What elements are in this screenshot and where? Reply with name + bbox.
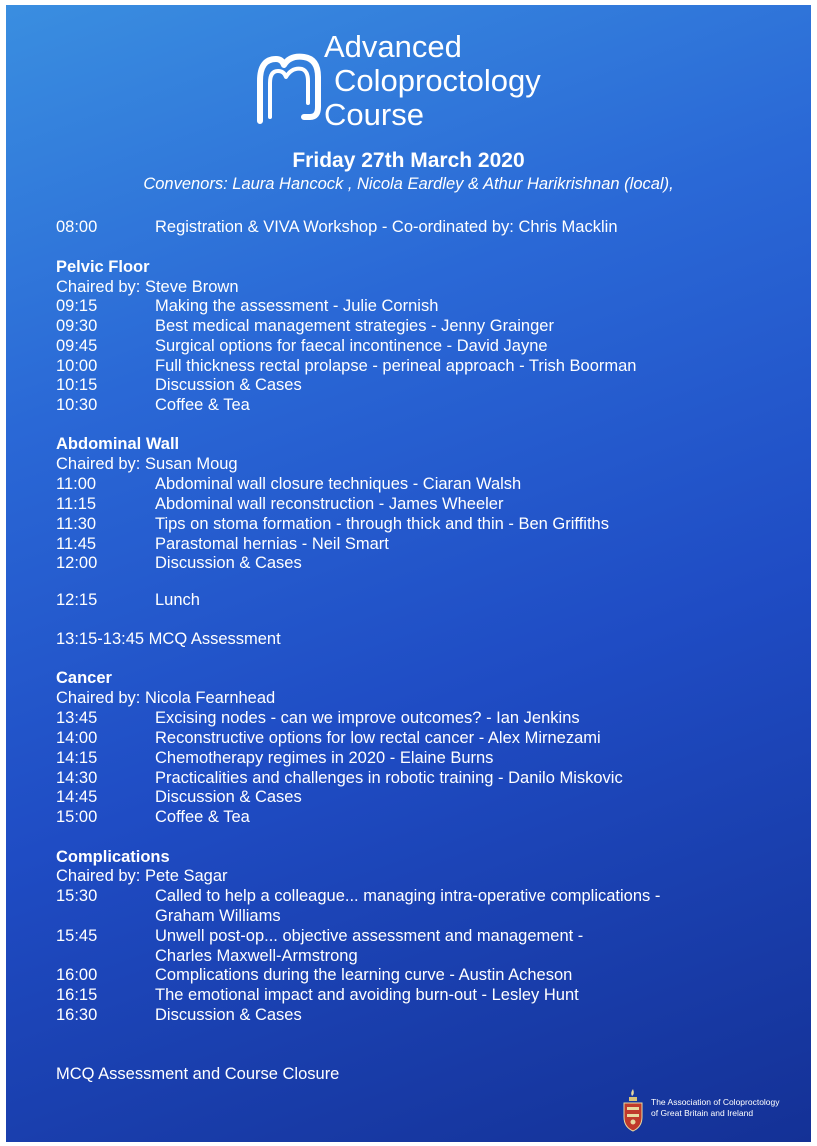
session-desc: Parastomal hernias - Neil Smart xyxy=(155,535,389,553)
session-desc: Excising nodes - can we improve outcomes? - Ian Jenkins xyxy=(155,709,580,727)
session-desc: Called to help a colleague... managing intra-operative complications - xyxy=(155,887,661,905)
session-desc: Discussion & Cases xyxy=(155,554,302,572)
association-line-1: The Association of Coloproctology xyxy=(651,1097,780,1107)
session-time: 14:00 xyxy=(56,729,98,747)
session-desc-continued: Graham Williams xyxy=(155,907,281,925)
section-title-pelvic-floor: Pelvic Floor xyxy=(56,258,150,276)
session-desc: Full thickness rectal prolapse - perineal approach - Trish Boorman xyxy=(155,357,637,375)
session-desc: Reconstructive options for low rectal cancer - Alex Mirnezami xyxy=(155,729,601,747)
session-desc: Registration & VIVA Workshop - Co-ordinated by: Chris Macklin xyxy=(155,218,618,236)
session-desc-continued: Charles Maxwell-Armstrong xyxy=(155,947,358,965)
session-time: 11:30 xyxy=(56,515,97,533)
session-desc: Best medical management strategies - Jenny Grainger xyxy=(155,317,554,335)
logo-title-line-1: Advanced xyxy=(324,29,462,64)
session-time: 09:45 xyxy=(56,337,98,355)
logo-title-line-3: Course xyxy=(324,97,424,132)
session-desc: Tips on stoma formation - through thick and thin - Ben Griffiths xyxy=(155,515,609,533)
session-desc: Unwell post-op... objective assessment and management - xyxy=(155,927,584,945)
session-desc: Surgical options for faecal incontinence - David Jayne xyxy=(155,337,548,355)
session-time: 15:45 xyxy=(56,927,98,945)
session-desc: Complications during the learning curve - Austin Acheson xyxy=(155,966,573,984)
session-desc: Making the assessment - Julie Cornish xyxy=(155,297,439,315)
colon-icon xyxy=(246,47,326,127)
session-time: 11:45 xyxy=(56,535,97,553)
programme-page xyxy=(6,5,811,1142)
session-desc: Abdominal wall closure techniques - Ciaran Walsh xyxy=(155,475,522,493)
session-time: 13:45 xyxy=(56,709,98,727)
session-time: 15:30 xyxy=(56,887,98,905)
session-desc: The emotional impact and avoiding burn-out - Lesley Hunt xyxy=(155,986,579,1004)
crest-icon xyxy=(621,1087,645,1133)
section-title-complications: Complications xyxy=(56,848,170,866)
session-time: 08:00 xyxy=(56,218,98,236)
session-desc: Chemotherapy regimes in 2020 - Elaine Burns xyxy=(155,749,494,767)
session-time: 12:00 xyxy=(56,554,98,572)
session-time: 10:30 xyxy=(56,396,98,414)
section-chair: Chaired by: Susan Moug xyxy=(56,455,238,473)
event-date: Friday 27th March 2020 xyxy=(292,149,525,172)
session-time: 11:15 xyxy=(56,495,97,513)
session-desc: Coffee & Tea xyxy=(155,808,250,826)
session-time: 10:15 xyxy=(56,376,98,394)
session-time: 10:00 xyxy=(56,357,98,375)
session-time: 14:45 xyxy=(56,788,98,806)
convenors: Convenors: Laura Hancock , Nicola Eardley & Athur Harikrishnan (local), xyxy=(143,175,674,193)
session-desc: Discussion & Cases xyxy=(155,788,302,806)
section-title-cancer: Cancer xyxy=(56,669,112,687)
session-time: 14:15 xyxy=(56,749,98,767)
section-chair: Chaired by: Steve Brown xyxy=(56,278,239,296)
session-time: 09:30 xyxy=(56,317,98,335)
section-chair: Chaired by: Nicola Fearnhead xyxy=(56,689,276,707)
section-chair: Chaired by: Pete Sagar xyxy=(56,867,228,885)
session-desc: Discussion & Cases xyxy=(155,1006,302,1024)
session-time: 14:30 xyxy=(56,769,98,787)
closing-row: MCQ Assessment and Course Closure xyxy=(56,1065,340,1083)
association-name xyxy=(651,1097,780,1119)
mcq-row: 13:15-13:45 MCQ Assessment xyxy=(56,630,281,648)
session-desc: Abdominal wall reconstruction - James Wheeler xyxy=(155,495,504,513)
session-desc: Coffee & Tea xyxy=(155,396,250,414)
session-desc: Discussion & Cases xyxy=(155,376,302,394)
session-desc: Lunch xyxy=(155,591,200,609)
session-time: 16:30 xyxy=(56,1006,98,1024)
association-line-2: of Great Britain and Ireland xyxy=(651,1108,754,1118)
session-time: 15:00 xyxy=(56,808,98,826)
logo-title-line-2: Coloproctology xyxy=(334,63,541,98)
session-time: 16:15 xyxy=(56,986,98,1004)
session-time: 12:15 xyxy=(56,591,98,609)
session-time: 09:15 xyxy=(56,297,98,315)
section-title-abdominal-wall: Abdominal Wall xyxy=(56,435,180,453)
session-time: 11:00 xyxy=(56,475,97,493)
session-desc: Practicalities and challenges in robotic training - Danilo Miskovic xyxy=(155,769,623,787)
session-time: 16:00 xyxy=(56,966,98,984)
